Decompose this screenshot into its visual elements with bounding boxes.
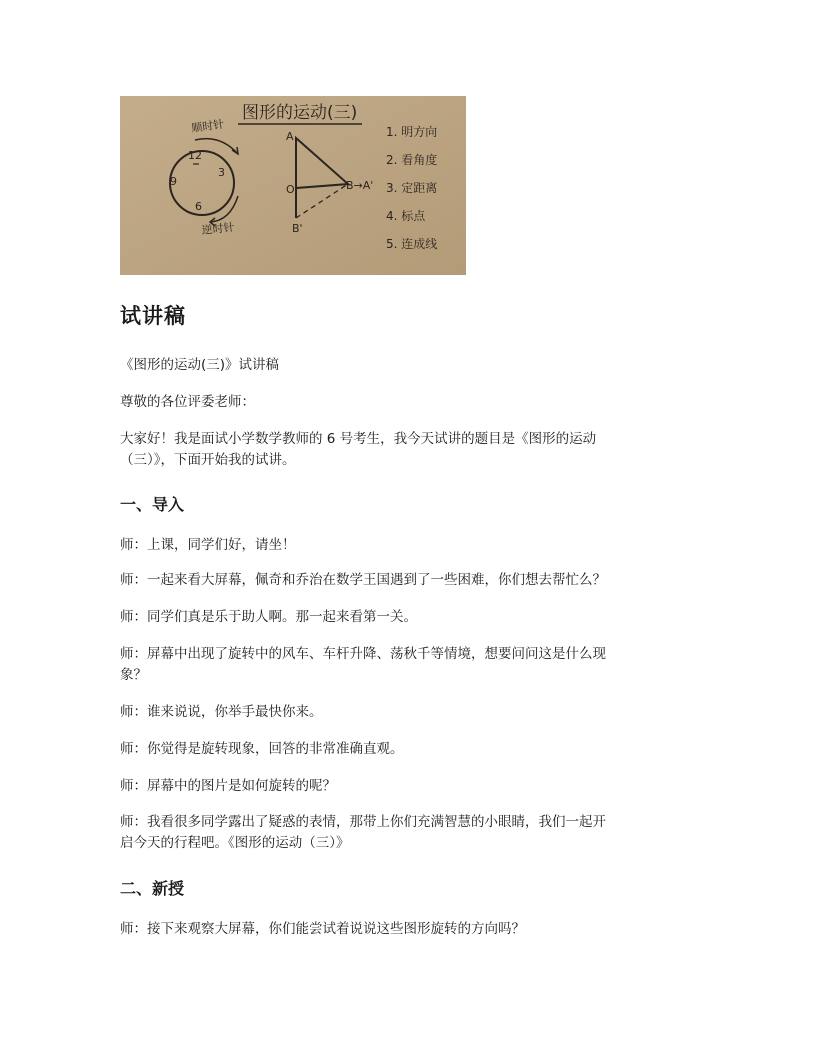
section-2-heading: 二、新授 (120, 879, 185, 898)
section-1-line: 师：一起来看大屏幕，佩奇和乔治在数学王国遇到了一些困难，你们想去帮忙么？ (120, 572, 606, 588)
step-1: 1. 明方向 (386, 125, 438, 139)
section-1-line: 象？ (120, 667, 147, 683)
greeting-paragraph: 尊敬的各位评委老师： (120, 394, 255, 410)
notes-heading: 图形的运动(三) (242, 103, 358, 123)
step-2: 2. 看角度 (386, 153, 438, 167)
section-1-line: 师：屏幕中出现了旋转中的风车、车杆升降、荡秋千等情境，想要问问这是什么现 (120, 646, 606, 662)
counterclockwise-label: 逆时针 (200, 220, 236, 237)
intro-line-1: 大家好！我是面试小学数学教师的 6 号考生，我今天试讲的题目是《图形的运动 (120, 431, 597, 447)
clock-number-6: 6 (195, 200, 202, 213)
point-o-label: O (286, 183, 295, 196)
clockwise-label: 顺时针 (190, 117, 226, 135)
section-1-line: 师：上课，同学们好，请坐！ (120, 537, 296, 553)
handwritten-notes-photo (120, 96, 466, 275)
section-1-line: 师：屏幕中的图片是如何旋转的呢？ (120, 778, 336, 794)
section-1-heading: 一、导入 (120, 495, 185, 514)
point-b-label: B→A' (346, 179, 374, 192)
step-4: 4. 标点 (386, 209, 426, 223)
subtitle-paragraph: 《图形的运动(三)》试讲稿 (120, 357, 280, 373)
section-1-line: 师：我看很多同学露出了疑惑的表情，那带上你们充满智慧的小眼睛，我们一起开 (120, 814, 606, 830)
document-title: 试讲稿 (120, 304, 186, 328)
intro-line-2: （三）》，下面开始我的试讲。 (120, 452, 296, 468)
section-2-line: 师：接下来观察大屏幕，你们能尝试着说说这些图形旋转的方向吗？ (120, 921, 525, 937)
section-1-line: 师：谁来说说，你举手最快你来。 (120, 704, 323, 720)
clock-number-12: 12 (188, 149, 202, 162)
section-1-line: 师：同学们真是乐于助人啊。那一起来看第一关。 (120, 609, 417, 625)
step-5: 5. 连成线 (386, 237, 438, 251)
notes-drawing (120, 96, 466, 275)
step-3: 3. 定距离 (386, 181, 438, 195)
point-a-label: A (286, 130, 294, 143)
section-1-line: 启今天的行程吧。《图形的运动（三）》 (120, 835, 350, 851)
clock-number-3: 3 (218, 166, 225, 179)
clock-number-9: 9 (170, 175, 177, 188)
section-1-line: 师：你觉得是旋转现象，回答的非常准确直观。 (120, 741, 404, 757)
point-b-prime-label: B' (292, 222, 303, 235)
